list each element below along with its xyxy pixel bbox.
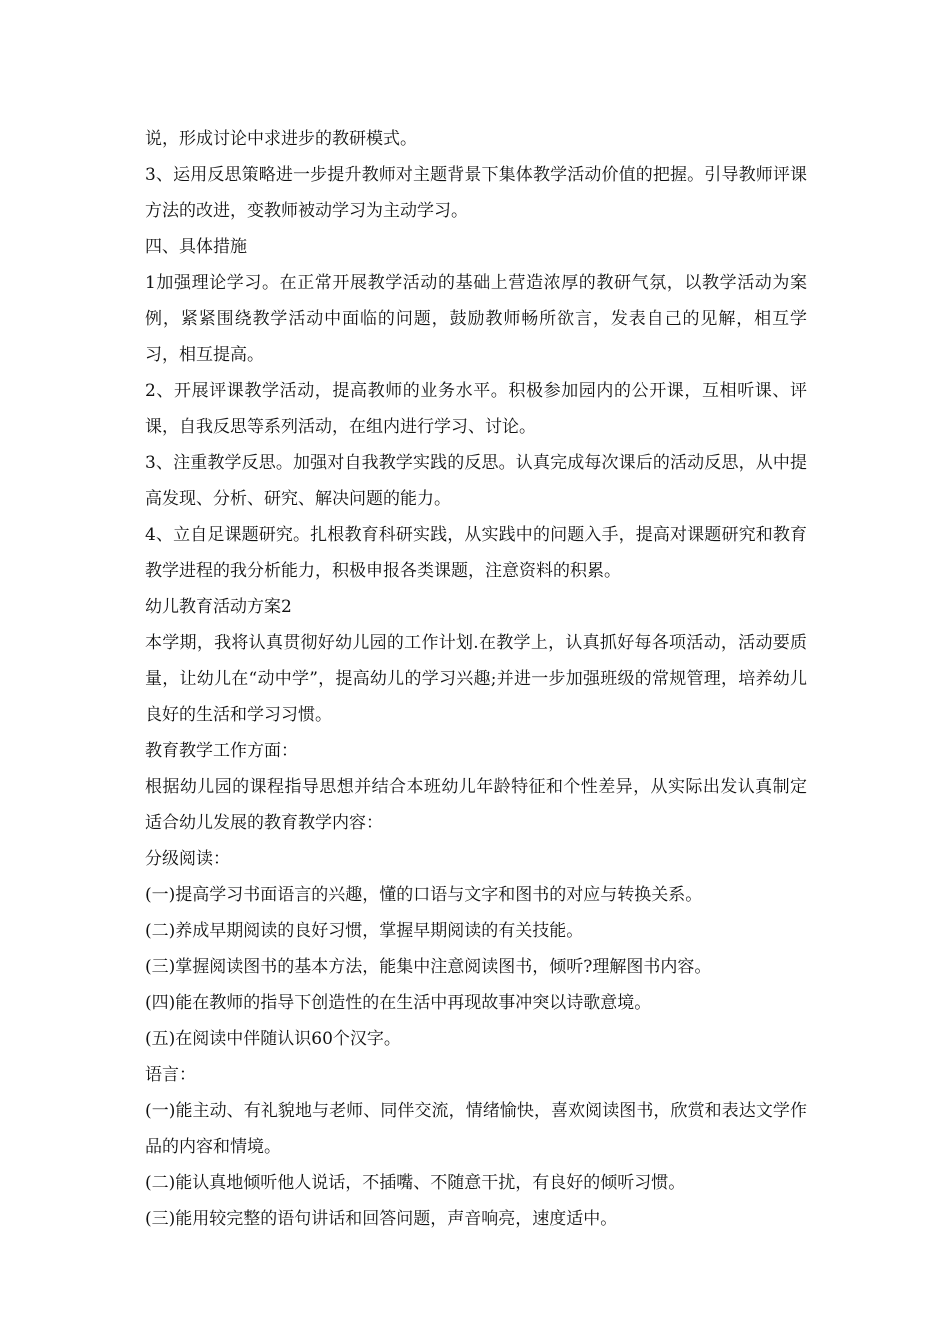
list-item: (四)能在教师的指导下创造性的在生活中再现故事冲突以诗歌意境。 (145, 993, 652, 1013)
paragraph: 3、注重教学反思。加强对自我教学实践的反思。认真完成每次课后的活动反思，从中提高发现、分析、研究、解决问题的能力。 (145, 453, 807, 509)
list-item: (三)能用较完整的语句讲话和回答问题，声音响亮，速度适中。 (145, 1209, 618, 1229)
section-heading: 分级阅读： (145, 849, 230, 869)
paragraph: 说，形成讨论中求进步的教研模式。 (145, 129, 417, 149)
list-item: (一)能主动、有礼貌地与老师、同伴交流，情绪愉快，喜欢阅读图书，欣赏和表达文学作品的内容和情境。 (145, 1101, 807, 1157)
section-heading: 语言： (145, 1065, 196, 1085)
section-heading: 教育教学工作方面： (145, 741, 298, 761)
paragraph: 1加强理论学习。在正常开展教学活动的基础上营造浓厚的教研气氛，以教学活动为案例，紧紧围绕教学活动中面临的问题，鼓励教师畅所欲言，发表自己的见解，相互学习，相互提高。 (145, 273, 807, 365)
list-item: (三)掌握阅读图书的基本方法，能集中注意阅读图书，倾听?理解图书内容。 (145, 957, 712, 977)
paragraph: 2、开展评课教学活动，提高教师的业务水平。积极参加园内的公开课，互相听课、评课，自我反思等系列活动，在组内进行学习、讨论。 (145, 381, 807, 437)
list-item: (五)在阅读中伴随认识60个汉字。 (145, 1029, 401, 1049)
paragraph: 根据幼儿园的课程指导思想并结合本班幼儿年龄特征和个性差异，从实际出发认真制定适合幼儿发展的教育教学内容： (145, 777, 807, 833)
list-item: (二)养成早期阅读的良好习惯，掌握早期阅读的有关技能。 (145, 921, 584, 941)
section-heading: 幼儿教育活动方案2 (145, 597, 292, 617)
document-body (145, 121, 807, 1237)
list-item: (二)能认真地倾听他人说话，不插嘴、不随意干扰，有良好的倾听习惯。 (145, 1173, 686, 1193)
list-item: (一)提高学习书面语言的兴趣，懂的口语与文字和图书的对应与转换关系。 (145, 885, 703, 905)
paragraph: 本学期，我将认真贯彻好幼儿园的工作计划.在教学上，认真抓好每各项活动，活动要质量，让幼儿在“动中学”，提高幼儿的学习兴趣;并进一步加强班级的常规管理，培养幼儿良好的生活和学习习惯。 (145, 633, 807, 725)
section-heading: 四、具体措施 (145, 237, 247, 257)
paragraph: 4、立自足课题研究。扎根教育科研实践，从实践中的问题入手，提高对课题研究和教育教学进程的我分析能力，积极申报各类课题，注意资料的积累。 (145, 525, 807, 581)
paragraph: 3、运用反思策略进一步提升教师对主题背景下集体教学活动价值的把握。引导教师评课方法的改进，变教师被动学习为主动学习。 (145, 165, 807, 221)
